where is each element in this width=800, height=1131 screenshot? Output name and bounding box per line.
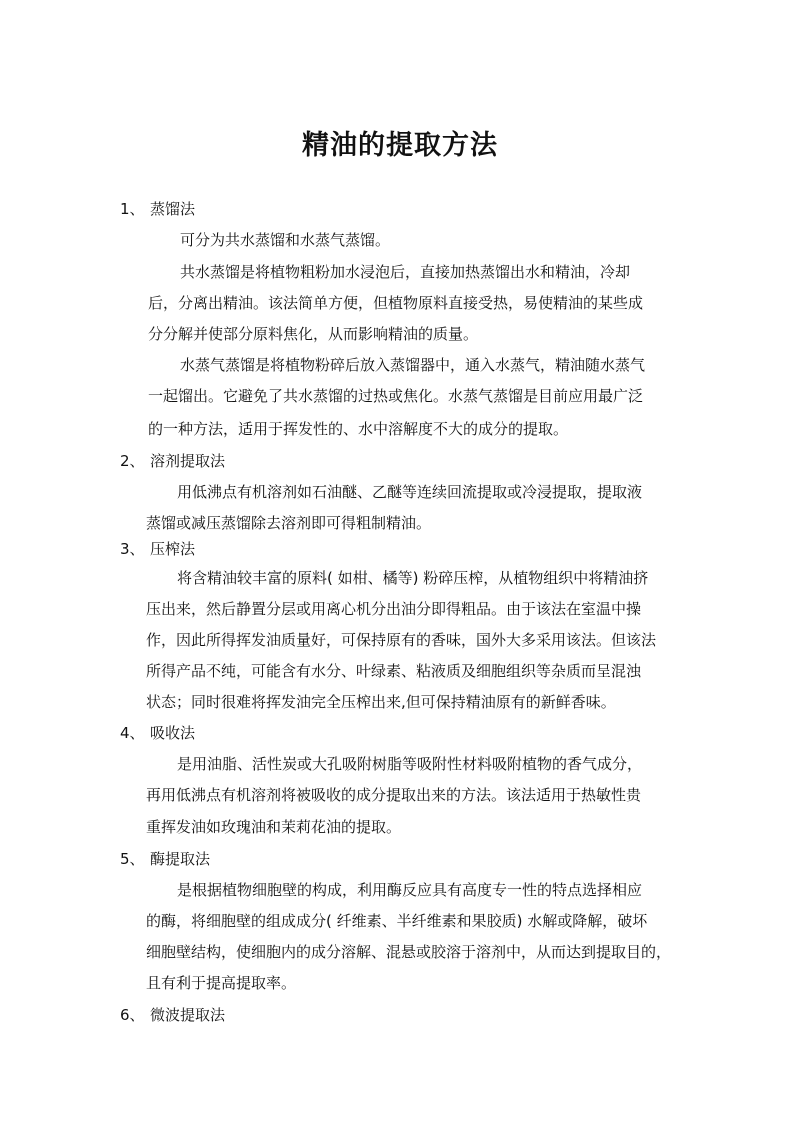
section-heading bbox=[120, 199, 195, 219]
paragraph-line: 作，因此所得挥发油质量好，可保持原有的香味，国外大多采用该法。但该法 bbox=[146, 631, 657, 649]
paragraph-line: 再用低沸点有机溶剂将被吸收的成分提取出来的方法。该法适用于热敏性贵 bbox=[146, 786, 642, 804]
section-title: 微波提取法 bbox=[150, 1006, 226, 1024]
section-title: 吸收法 bbox=[150, 724, 196, 742]
paragraph-line: 状态；同时很难将挥发油完全压榨出来,但可保持精油原有的新鲜香味。 bbox=[146, 693, 616, 711]
paragraph-line: 后，分离出精油。该法简单方便，但植物原料直接受热，易使精油的某些成 bbox=[148, 294, 644, 312]
paragraph-line: 压出来，然后静置分层或用离心机分出油分即得粗品。由于该法在室温中操 bbox=[146, 600, 642, 618]
section-number: 5、 bbox=[120, 850, 145, 868]
paragraph-line: 分分解并使部分原料焦化，从而影响精油的质量。 bbox=[148, 325, 479, 343]
section-title: 酶提取法 bbox=[150, 850, 211, 868]
section-number: 4、 bbox=[120, 724, 145, 742]
section-title: 溶剂提取法 bbox=[150, 452, 226, 470]
paragraph-line: 是用油脂、活性炭或大孔吸附树脂等吸附性材料吸附植物的香气成分， bbox=[177, 755, 643, 773]
paragraph-line: 的酶，将细胞壁的组成成分( 纤维素、半纤维素和果胶质) 水解或降解，破坏 bbox=[146, 912, 648, 930]
paragraph-line: 所得产品不纯，可能含有水分、叶绿素、粘液质及细胞组织等杂质而呈混浊 bbox=[146, 662, 642, 680]
paragraph-line: 共水蒸馏是将植物粗粉加水浸泡后，直接加热蒸馏出水和精油，冷却 bbox=[180, 263, 631, 281]
section-heading bbox=[120, 451, 225, 471]
paragraph-line: 用低沸点有机溶剂如石油醚、乙醚等连续回流提取或冷浸提取，提取液 bbox=[177, 483, 643, 501]
section-heading bbox=[120, 849, 210, 869]
paragraph-line: 可分为共水蒸馏和水蒸气蒸馏。 bbox=[180, 231, 391, 249]
paragraph-line: 一起馏出。它避免了共水蒸馏的过热或焦化。水蒸气蒸馏是目前应用最广泛 bbox=[148, 387, 644, 405]
page-title: 精油的提取方法 bbox=[302, 130, 498, 161]
paragraph-line: 的一种方法，适用于挥发性的、水中溶解度不大的成分的提取。 bbox=[148, 420, 569, 438]
section-number: 6、 bbox=[120, 1006, 145, 1024]
section-title: 压榨法 bbox=[150, 540, 196, 558]
section-number: 1、 bbox=[120, 200, 145, 218]
section-title: 蒸馏法 bbox=[150, 200, 196, 218]
paragraph-line: 细胞壁结构，使细胞内的成分溶解、混悬或胶溶于溶剂中，从而达到提取目的， bbox=[146, 943, 672, 961]
paragraph-line: 蒸馏或减压蒸馏除去溶剂即可得粗制精油。 bbox=[146, 514, 432, 532]
section-heading bbox=[120, 723, 195, 743]
paragraph-line: 水蒸气蒸馏是将植物粉碎后放入蒸馏器中，通入水蒸气，精油随水蒸气 bbox=[180, 356, 646, 374]
section-heading bbox=[120, 539, 195, 559]
section-number: 2、 bbox=[120, 452, 145, 470]
paragraph-line: 是根据植物细胞壁的构成，利用酶反应具有高度专一性的特点选择相应 bbox=[177, 881, 643, 899]
section-number: 3、 bbox=[120, 540, 145, 558]
paragraph-line: 将含精油较丰富的原料( 如柑、橘等) 粉碎压榨，从植物组织中将精油挤 bbox=[177, 569, 649, 587]
paragraph-line: 且有利于提高提取率。 bbox=[146, 974, 297, 992]
section-heading bbox=[120, 1005, 225, 1025]
paragraph-line: 重挥发油如玫瑰油和茉莉花油的提取。 bbox=[146, 818, 402, 836]
